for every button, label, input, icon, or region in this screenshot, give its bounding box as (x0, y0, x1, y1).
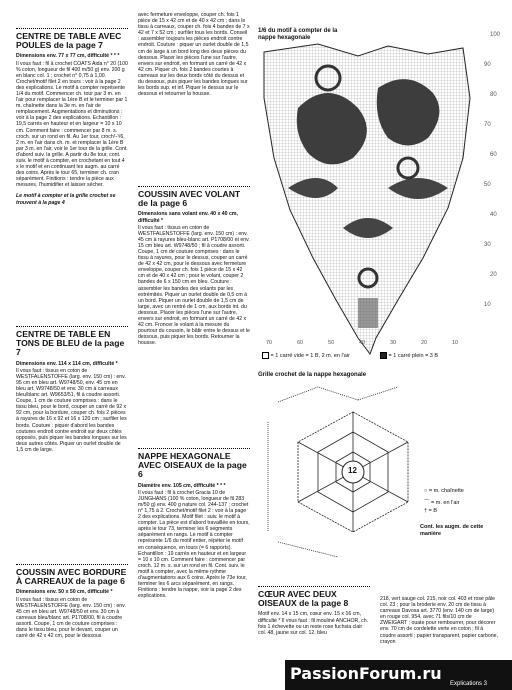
dimensions-text: Dimensions env. 50 x 50 cm, difficulté * (16, 589, 113, 596)
instructions-text: Il vous faut : tissus en coton de WESTFALENSTOFFE (larg. env. 150 cm) : env. 95 cm en bleu art. W9748/50, env. 45 cm en bleu art. W9748/50 et env. 30 cm à carreaux bleu/blanc art. W9653/51, fil à coudre assorti. Coupe, 1 cm de couture comprises : dans le tissu bleu, pour le bord, couper un carré de 92 x 92 cm, pour la bordure, couper ch. fois 2 pièces à rayures de 16 x 92 et 16 x 120 cm ; surfiler les bords. Couture : piquer d'abord les bandes coutures endroit contre endroit sur deux côtés opposés, puis piquer les bandes longues sur les deux autres côtés. Piquer un ourlet double de 1,5 cm de large. (16, 367, 127, 453)
chart-caption: 1/6 du motif à compter de la nappe hexagonale (258, 28, 338, 41)
dimensions-text: Dimensions env. 114 x 114 cm, difficulté * (16, 360, 118, 367)
grid-caption: Grille crochet de la nappe hexagonale (258, 372, 367, 378)
diagram-center-label: 12 (348, 466, 357, 475)
column-1b (16, 326, 128, 454)
column-2c (138, 448, 250, 600)
key-air: ⌒ = m. en l'air (424, 500, 460, 506)
dimensions-text: Dimensions env. 77 x 77 cm, difficulté * * * (16, 53, 120, 60)
y-tick-label: 10 (484, 302, 491, 308)
x-tick-label: 20 (421, 340, 428, 346)
section-title-coeur: CŒUR AVEC DEUX OISEAUX de la page 8 (258, 589, 349, 609)
section-divider (258, 586, 370, 587)
section-divider (16, 326, 128, 327)
instructions-text: Motif env. 14 x 15 cm, cœur env. 15 x 16 cm, difficulté * Il vous faut : fil mouliné ANCHOR, ch. fois 1 échevette ou un reste rose fuchsia clair col. 48, jaune sur col. 12, bleu (258, 611, 369, 636)
y-tick-label: 40 (490, 212, 497, 218)
air-icon: ⌒ (424, 500, 430, 506)
y-tick-label: 60 (490, 152, 497, 158)
instructions-text: Il vous faut : tissus en coton de WESTFALENSTOFFE (larg. env. 150 cm) : env. 45 cm à rayures bleu-blanc art. P1708/00 et env. 15 cm bleu art. W9748/50 ; fil à coudre assorti. Coupe, 1 cm de couture comprises : dans le tissu à rayures, pour le dessus, couper un carré de 42 x 42 cm, pour le dessous avec fermeture enveloppe, couper ch. fois 1 pièce de 15 x 42 cm et de 40 x 42 cm ; pour le volant, couper 2 bandes de 6 x 150 cm en bleu. Couture : assembler les bandes des volants par les extrémités. Piquer un ourlet double de 0,5 cm à un bord. Piquer un ourlet double de 1,5 cm de large, avec un rentré de 1 cm, aux bords int. du dessous. Placer les pièces l'une sur l'autre, envers sur endroit, en formant un carré de 42 x 42 cm. Froncer le volant à la mesure du pourtour du coussin, le bâtir entre le dessus et le dessous, puis piquer les bords. Retourner la housse. (138, 224, 250, 347)
y-tick-label: 70 (484, 122, 491, 128)
legend-filled-text: = 1 carré plein = 3 B (388, 352, 439, 359)
column-1 (16, 28, 128, 207)
section-title-volant: COUSSIN AVEC VOLANT de la page 6 (138, 189, 241, 209)
instructions-text: avec fermeture enveloppe, couper ch. fois 1 pièce de 15 x 42 cm et de 40 x 42 cm ; dans le tissu à carreaux, couper ch. fois 4 bandes de 7 x 42 et 7 x 52 cm ; surfiler tous les bords. Conseil : assembler toujours les pièces endroit contre endroit. Couture : piquer un ourlet double de 1,5 cm de large à un bord long des deux pièces du dessous. Placer les pièces l'une sur l'autre, envers sur endroit, en formant un carré de 42 x 42 cm. Piquer ch. fois 2 bandes courtes à carreaux sur les deux bords côté du dessus et du dessous, puis piquer les bandes longues sur les bords sup. et inf. Piquer le dessus sur le dessous et retourner la housse. (138, 12, 250, 98)
filled-square-icon (380, 352, 387, 359)
instructions-text: Il vous faut : tissus en coton de WESTFALENSTOFFE (larg. env. 150 cm) : env. 45 cm en bleu art. W9748/50 et env. 30 cm à carreaux bleu/blanc art. P1708/00, fil à coudre assorti. Coupe, 1 cm de couture comprises : dans le tissu bleu, pour le devant, couper un carré de 42 x 42 cm, pour le dessous (16, 596, 126, 640)
x-tick-label: 10 (452, 340, 459, 346)
y-tick-label: 90 (484, 62, 491, 68)
x-tick-label: 30 (390, 340, 397, 346)
y-tick-label: 80 (490, 92, 497, 98)
y-tick-label: 20 (490, 272, 497, 278)
y-tick-label: 30 (484, 242, 491, 248)
crochet-diagram (258, 382, 418, 562)
section-title-poules: CENTRE DE TABLE AVEC POULES de la page 7 (16, 31, 122, 51)
x-tick-label: 70 (266, 340, 273, 346)
section-divider (138, 448, 250, 449)
section-title-tons-bleu: CENTRE DE TABLE EN TONS DE BLEU de la page 7 (16, 329, 125, 358)
empty-square-icon (262, 352, 269, 359)
section-divider (16, 28, 128, 29)
cont-note: Cont. les augm. de cette manière (420, 524, 484, 537)
instructions-text: Il vous faut : fil à crochet Gracia 10 de JUNGHANS (100 % coton, longueur de fil 283 m/50 g) env. 400 g nature col. 244-137 ; crochet n° 1,75 à 2. Crochet/motif filet 2 : voir à la page 2 des explications. Motif filet : suiv. le motif à compter. La pièce est d'abord travaillée en tours, après le tour 73, terminer les 6 segments séparément en rangs. Le motif à compter représente 1/6 du motif entier, répéter le motif en conséquence, en tours (= 6 rapports). Echantillon : 19 carrés en hauteur et en largeur = 10 x 10 cm. Comment faire : commencer par croch. 12 m. s. sur un rond en fil. Cont. suiv. le motif à compter, avec la même rythme d'augmentations aux 6 coins. Après le 73e tour, terminer les 6 arcs séparément, en rangs. Finitions : tendre la nappe, voir la page 2 des explications. (138, 489, 250, 600)
key-b: † = B (424, 508, 438, 514)
dimensions-text: Dimensions sans volant env. 40 x 40 cm, difficulté * (138, 211, 238, 224)
chainette-icon: ○ (424, 488, 428, 494)
column-2b (138, 186, 250, 347)
instructions-text: 218, vert sauge col. 215, noir col. 403 et rose pâle col. 23 ; pour la broderie env. 20 cm de tissu à carreaux Davosa art. 3770 (env. 140 cm de large) en rouge col. 954, avec 71 fils/10 cm de ZWEIGART ; ouate pour rembourrer, pour décorer env. 70 cm de cordelette verte en coton ; fil à coudre assorti ; papier transparent, papier carbone, crayon (380, 596, 498, 645)
section-divider (138, 186, 250, 187)
column-3-bottom (258, 586, 370, 637)
column-4-bottom (380, 596, 498, 646)
dimensions-text: Diamètre env. 105 cm, difficulté * * * (138, 482, 226, 489)
section-divider (16, 564, 128, 565)
column-1c (16, 564, 128, 640)
x-tick-label: 50 (328, 340, 335, 346)
legend-empty-text: = 1 carré vide = 1 B, 2 m. en l'air (270, 352, 350, 359)
section-title-nappe-oiseaux: NAPPE HEXAGONALE AVEC OISEAUX de la page 6 (138, 451, 247, 480)
filet-chart (258, 38, 476, 356)
page-label: Explications 3 (450, 681, 488, 687)
x-tick-label: 40 (359, 340, 366, 346)
y-tick-label: 50 (484, 182, 491, 188)
key-chainette: ○ = m. chaînette (424, 488, 464, 494)
treble-icon: † (424, 508, 428, 514)
column-2 (138, 12, 250, 98)
y-tick-label: 100 (490, 32, 501, 38)
legend-empty (262, 352, 350, 359)
note-text: Le motif à compter et la grille crochet se trouvent à la page 4 (16, 193, 116, 206)
section-title-bordure-carreaux: COUSSIN AVEC BORDURE À CARREAUX de la page 6 (16, 567, 127, 587)
x-tick-label: 60 (297, 340, 304, 346)
legend-filled (380, 352, 438, 359)
watermark-text: PassionForum.ru (290, 664, 442, 683)
instructions-text: Il vous faut : fil à crochet COATS Aida n° 20 (100 % coton, longueur de fil 400 m/50 g) env. 200 g en blanc col. 1 ; crochet n° 0,75 à 1,00. Crochet/motif filet 2 en tours : voir à la page 2 des explications. Le motif à compter représente 1/4 du motif. Commencer ch. tour par 3 m. en l'air pour remplacer la 1ère B et le terminer par 1 m. chaînette dans la 3e m. en l'air de remplacement. Augmentations et diminutions : voir à la page 2 des explications. Echantillon : 19,5 carrés en hauteur et en largeur = 10 x 10 cm. Comment faire : commencer par 8 m. s. croch. sur un rond en fil. Au 1er tour, croch¹-¹/6, 2 m. en l'air dans ch. m. et remplacer la 1ère B par 3 m. en l'air, voir le 1er tour de la grille. Cont. d'abord suiv. la grille. A partir du 8e tour, cont. suiv. le motif à compter, en crochetant en tout 4 x le motif et en continuant les augm. au carré des coins. Après le tour 65, terminer ch. cran séparément. Finitions : tendre la pièce aux mesures, l'humidifier et laisser sécher. (16, 60, 128, 189)
